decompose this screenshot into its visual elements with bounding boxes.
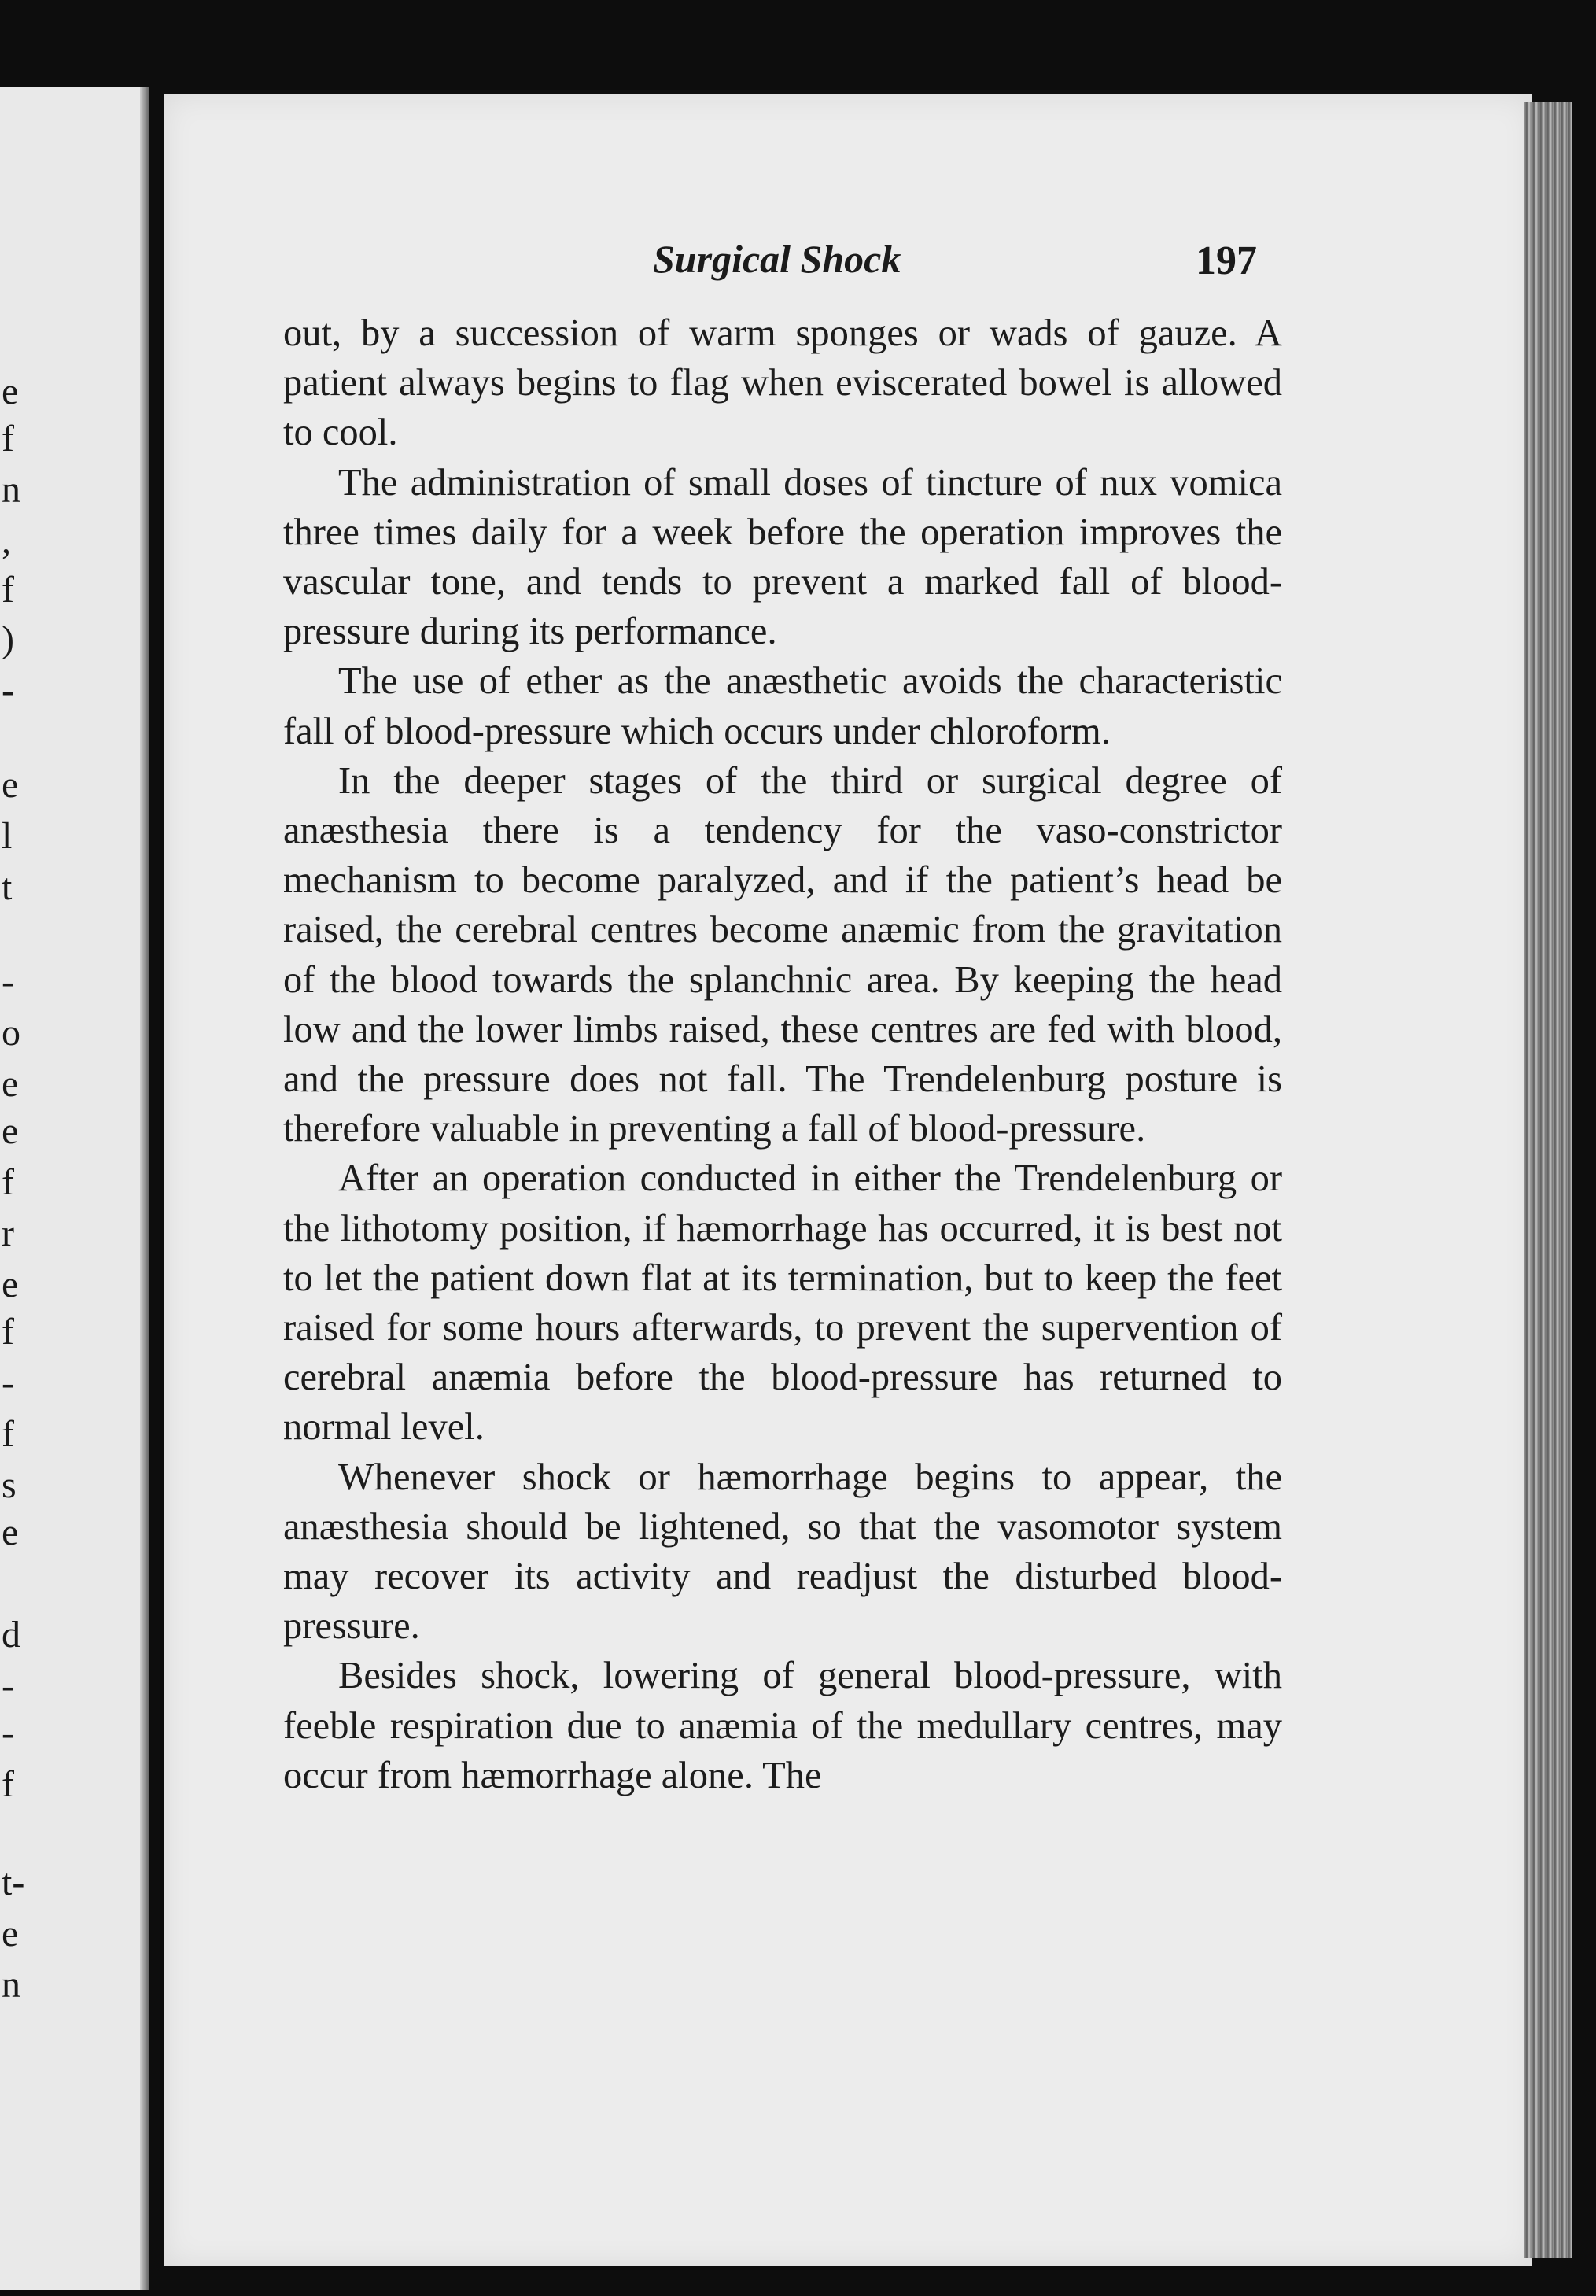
page-edge-stack <box>1524 102 1572 2258</box>
fragment: n <box>2 469 20 511</box>
body-text <box>283 308 1282 1800</box>
page-number: 197 <box>1196 238 1257 283</box>
fragment: e <box>2 1063 19 1105</box>
fragment: f <box>2 1161 14 1203</box>
paragraph: After an operation conducted in either the Trendelenburg or the lithotomy position, if hæmorrhage has occurred, it is best not to let the patient down flat at its termination, but to keep the feet raised for some hours afterwards, to prevent the supervention of cerebral anæmia before the blood-pressure has returned to normal level. <box>283 1157 1282 1449</box>
fragment: s <box>2 1464 17 1506</box>
fragment: e <box>2 1913 19 1955</box>
fragment: f <box>2 569 14 611</box>
fragment: f <box>2 1413 14 1455</box>
fragment: - <box>2 1665 14 1707</box>
fragment: e <box>2 371 19 412</box>
paragraph: In the deeper stages of the third or surgical degree of anæsthesia there is a tendency for the vaso-constrictor mechanism to become paralyzed, and if the patient’s head be raised, the cerebral centres become anæmic from the gravitation of the blood towards the splanchnic area. By keeping the head low and the lower limbs raised, these centres are fed with blood, and the pressure does not fall. The Trendelenburg posture is therefore valuable in preventing a fall of blood-pressure. <box>283 759 1282 1150</box>
fragment: l <box>2 815 13 857</box>
fragment: f <box>2 1763 14 1805</box>
paragraph: out, by a succession of warm sponges or wads of gauze. A patient always begins to flag when eviscerated bowel is allowed to cool. <box>283 312 1282 454</box>
fragment: ) <box>2 618 14 660</box>
fragment: t- <box>2 1862 25 1903</box>
fragment: - <box>2 961 14 1002</box>
fragment: r <box>2 1213 14 1254</box>
fragment: e <box>2 1110 19 1152</box>
fragment: - <box>2 1712 14 1754</box>
paragraph: The administration of small doses of tincture of nux vomica three times daily for a week before the operation improves the vascular tone, and tends to prevent a marked fall of blood-pressure during its performance. <box>283 461 1282 653</box>
facing-page <box>0 87 149 2290</box>
fragment: e <box>2 1512 19 1553</box>
fragment: t <box>2 866 13 908</box>
fragment: n <box>2 1964 20 2006</box>
fragment: - <box>2 1362 14 1404</box>
fragment: , <box>2 520 11 562</box>
facing-page-gutter <box>140 87 149 2290</box>
paragraph: The use of ether as the anæsthetic avoids the characteristic fall of blood-pressure which occurs under chloroform. <box>283 660 1282 752</box>
fragment: e <box>2 764 19 806</box>
fragment: f <box>2 1311 14 1353</box>
fragment: o <box>2 1012 20 1054</box>
running-head: Surgical Shock <box>653 237 901 281</box>
fragment: e <box>2 1264 19 1305</box>
fragment: f <box>2 418 14 460</box>
paragraph: Whenever shock or hæmorrhage begins to appear, the anæsthesia should be lightened, so that the vasomotor system may recover its activity and readjust the disturbed blood-pressure. <box>283 1456 1282 1648</box>
paragraph: Besides shock, lowering of general blood-pressure, with feeble respiration due to anæmia of the medullary centres, may occur from hæmorrhage alone. The <box>283 1655 1282 1796</box>
fragment: - <box>2 670 14 711</box>
facing-page-fragments <box>0 87 31 2290</box>
fragment: d <box>2 1614 20 1656</box>
